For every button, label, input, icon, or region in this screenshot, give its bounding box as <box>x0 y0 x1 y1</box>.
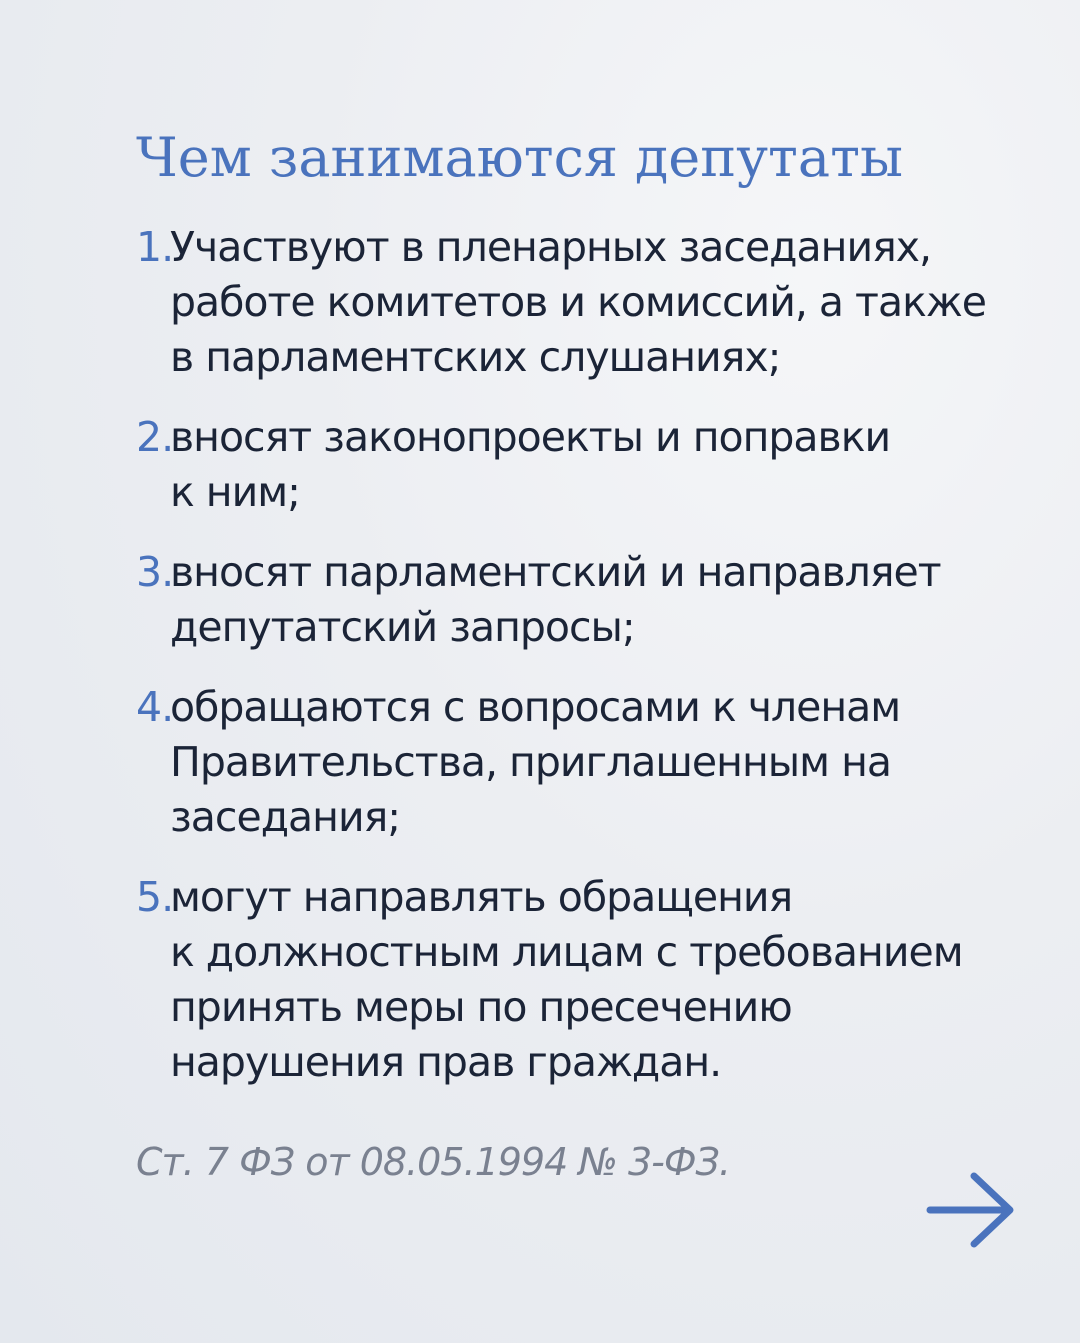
item-text-line: к должностным лицам с требованием <box>170 928 963 976</box>
list-item <box>136 870 1036 1090</box>
item-number: 1 . <box>136 220 173 275</box>
item-text-line: к ним; <box>170 468 300 516</box>
list-item <box>136 410 1036 520</box>
item-text-line: могут направлять обращения <box>170 873 793 921</box>
item-text-line: в парламентских слушаниях; <box>170 333 781 381</box>
item-text-line: обращаются с вопросами к членам <box>170 683 901 731</box>
item-text-line: Участвуют в пленарных заседаниях, <box>170 223 932 271</box>
item-number: 4 . <box>136 680 173 735</box>
duties-list <box>136 220 1036 1115</box>
item-text-line: Правительства, приглашенным на <box>170 738 892 786</box>
page-title: Чем занимаются депутаты <box>136 126 903 189</box>
arrow-right-icon[interactable] <box>926 1168 1018 1252</box>
item-text-line: депутатский запросы; <box>170 603 635 651</box>
item-text-line: заседания; <box>170 793 401 841</box>
item-text-line: нарушения прав граждан. <box>170 1038 722 1086</box>
source-citation: Ст. 7 ФЗ от 08.05.1994 № 3-ФЗ. <box>136 1140 730 1184</box>
item-text-line: работе комитетов и комиссий, а также <box>170 278 986 326</box>
item-number: 2 . <box>136 410 173 465</box>
item-number: 5 . <box>136 870 173 925</box>
item-text-line: принять меры по пресечению <box>170 983 792 1031</box>
item-text-line: вносят законопроекты и поправки <box>170 413 891 461</box>
list-item <box>136 220 1036 385</box>
list-item <box>136 545 1036 655</box>
item-number: 3 . <box>136 545 173 600</box>
list-item <box>136 680 1036 845</box>
item-text-line: вносят парламентский и направляет <box>170 548 941 596</box>
